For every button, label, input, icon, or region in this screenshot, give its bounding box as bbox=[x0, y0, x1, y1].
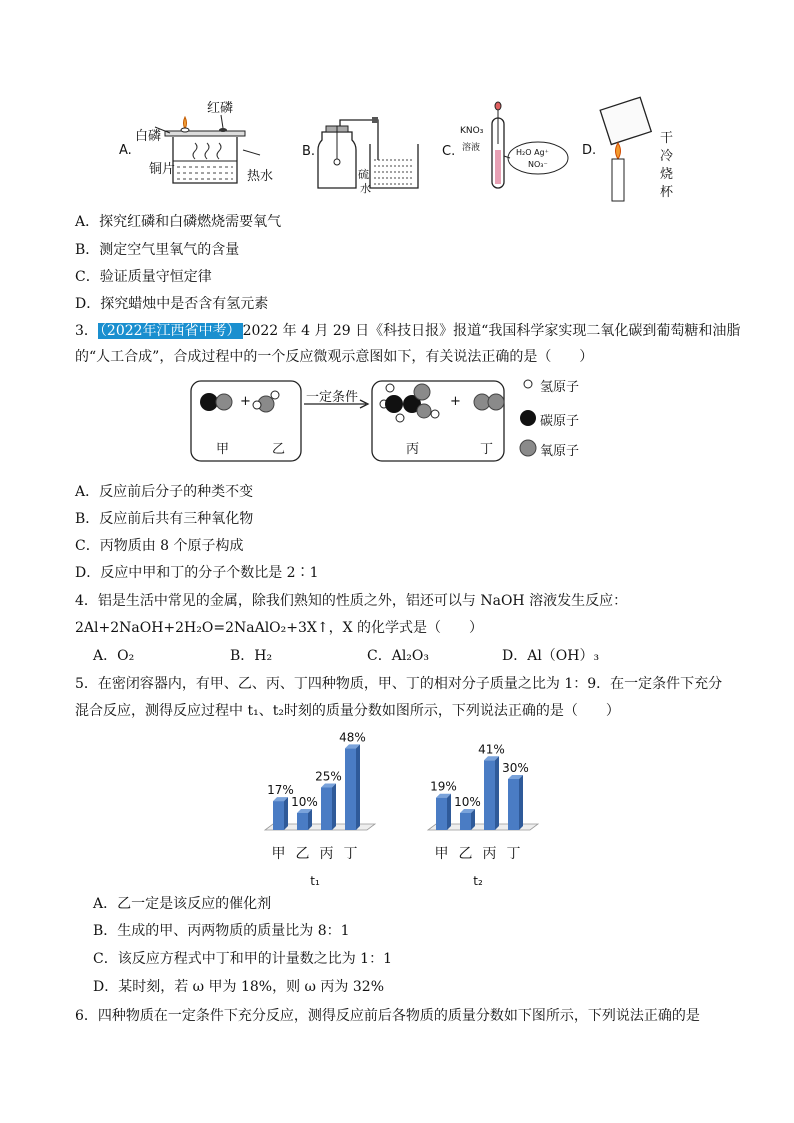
data-label: 41% bbox=[478, 742, 505, 757]
data-label: 30% bbox=[502, 761, 529, 775]
category-label: 乙 bbox=[295, 846, 310, 862]
bar-乙 bbox=[297, 813, 308, 830]
q4-stem-line-1: 4．铝是生活中常见的金属，除我们熟知的性质之外，铝还可以与 NaOH 溶液发生反应： bbox=[75, 593, 628, 609]
q6-stem-line-1: 6．四种物质在一定条件下充分反应，测得反应前后各物质的质量分数如下图所示，下列说法正确的是 bbox=[75, 1008, 700, 1024]
bar-甲 bbox=[273, 801, 284, 830]
data-label: 17% bbox=[267, 783, 294, 798]
figure-c bbox=[440, 100, 570, 195]
bar-丙 bbox=[321, 788, 332, 831]
data-label: 10% bbox=[291, 795, 318, 809]
category-label: 丁 bbox=[343, 846, 358, 862]
q4-option-a: A．O₂ bbox=[93, 648, 135, 664]
bar-side bbox=[447, 794, 451, 830]
bar-side bbox=[332, 784, 336, 831]
copper-plate-label: 铜片 bbox=[149, 162, 176, 177]
q2-option-b: B．测定空气里氧气的含量 bbox=[75, 242, 240, 258]
figure-a bbox=[115, 95, 295, 190]
q3-stem-text-1: 2022 年 4 月 29 日《科技日报》报道“我国科学家实现二氧化碳到葡萄糖和油脂 bbox=[242, 323, 741, 339]
dry-cold-beaker-char-4: 杯 bbox=[660, 185, 674, 200]
bar-丙 bbox=[484, 760, 495, 830]
plus-left: + bbox=[240, 394, 251, 409]
plus-right: + bbox=[450, 394, 461, 409]
figure-d bbox=[578, 95, 688, 205]
molecule-bing: 丙 bbox=[406, 442, 420, 457]
dry-cold-beaker-char-3: 烧 bbox=[660, 167, 674, 182]
figure-b-label: B. bbox=[302, 144, 316, 159]
category-label: 甲 bbox=[271, 846, 286, 862]
q4-option-d: D．Al（OH）₃ bbox=[502, 648, 600, 664]
bubble-line-1: H₂O Ag⁺ bbox=[516, 148, 549, 157]
category-label: 丙 bbox=[482, 846, 497, 862]
arrow-label: 一定条件 bbox=[306, 390, 359, 405]
q2-option-c: C．验证质量守恒定律 bbox=[75, 269, 212, 285]
bar-side bbox=[495, 756, 499, 830]
reaction-diagram bbox=[190, 378, 610, 464]
q4-stem-line-2: 2Al+2NaOH+2H₂O=2NaAlO₂+3X↑，X 的化学式是（ ） bbox=[75, 620, 484, 636]
red-phosphorus-label: 红磷 bbox=[207, 101, 234, 116]
q4-option-c: C．Al₂O₃ bbox=[367, 648, 430, 664]
bubble-line-2: NO₃⁻ bbox=[528, 160, 548, 169]
chart-title: t₁ bbox=[310, 874, 320, 888]
data-label: 10% bbox=[454, 795, 481, 809]
legend-hydrogen: 氢原子 bbox=[540, 380, 580, 395]
figure-c-drawing bbox=[440, 100, 570, 195]
q5-stem-line-1: 5．在密闭容器内，有甲、乙、丙、丁四种物质，甲、丁的相对分子质量之比为 1：9．在一定条件下充分 bbox=[75, 676, 723, 692]
dry-cold-beaker-char-1: 干 bbox=[660, 131, 674, 146]
solution-label: 溶液 bbox=[462, 143, 481, 153]
category-label: 丙 bbox=[319, 846, 334, 862]
bar-甲 bbox=[436, 798, 447, 830]
q3-option-d: D．反应中甲和丁的分子个数比是 2∶1 bbox=[75, 565, 319, 581]
category-label: 丁 bbox=[506, 846, 521, 862]
bar-side bbox=[356, 744, 360, 830]
q5-option-b: B．生成的甲、丙两物质的质量比为 8：1 bbox=[93, 923, 350, 939]
legend-carbon: 碳原子 bbox=[540, 414, 580, 429]
white-phosphorus-label: 白磷 bbox=[135, 129, 162, 144]
category-label: 乙 bbox=[458, 846, 473, 862]
category-label: 甲 bbox=[434, 846, 449, 862]
dry-cold-beaker-char-2: 冷 bbox=[660, 149, 674, 164]
molecule-ding: 丁 bbox=[480, 442, 494, 457]
q3-option-c: C．丙物质由 8 个原子构成 bbox=[75, 538, 244, 554]
q3-option-a: A．反应前后分子的种类不变 bbox=[75, 484, 254, 500]
bar-side bbox=[519, 775, 523, 830]
q3-number: 3． bbox=[75, 323, 98, 339]
legend-oxygen: 氧原子 bbox=[540, 444, 580, 459]
q5-option-c: C．该反应方程式中丁和甲的计量数之比为 1：1 bbox=[93, 951, 392, 967]
bar-side bbox=[284, 797, 288, 830]
figure-c-label: C. bbox=[442, 144, 456, 159]
sulfur-label: 硫 bbox=[358, 168, 369, 181]
data-label: 48% bbox=[339, 730, 366, 745]
chart-t2 bbox=[418, 725, 548, 890]
water-label: 水 bbox=[360, 182, 371, 195]
q3-option-b: B．反应前后共有三种氧化物 bbox=[75, 511, 254, 527]
molecule-jia: 甲 bbox=[216, 442, 230, 457]
figure-a-label: A. bbox=[119, 143, 132, 158]
q5-option-a: A．乙一定是该反应的催化剂 bbox=[93, 896, 272, 912]
q5-stem-line-2: 混合反应，测得反应过程中 t₁、t₂时刻的质量分数如图所示，下列说法正确的是（ ） bbox=[75, 703, 620, 719]
kno3-label: KNO₃ bbox=[460, 126, 484, 136]
data-label: 25% bbox=[315, 769, 342, 784]
q3-stem-line-2: 的“人工合成”，合成过程中的一个反应微观示意图如下，有关说法正确的是（ ） bbox=[75, 349, 594, 365]
chart-title: t₂ bbox=[473, 874, 483, 888]
q3-stem-line-1 bbox=[75, 321, 740, 341]
q2-option-a: A．探究红磷和白磷燃烧需要氧气 bbox=[75, 214, 282, 230]
q3-source-tag[interactable]: （2022年江西省中考） bbox=[99, 323, 241, 339]
bar-丁 bbox=[345, 748, 356, 830]
q4-option-b: B．H₂ bbox=[230, 648, 273, 664]
data-label: 19% bbox=[430, 779, 457, 794]
figure-d-label: D. bbox=[582, 143, 597, 158]
bar-丁 bbox=[508, 779, 519, 830]
hot-water-label: 热水 bbox=[247, 169, 274, 184]
chart-t1 bbox=[255, 725, 385, 890]
molecule-yi: 乙 bbox=[272, 442, 286, 457]
q5-option-d: D．某时刻，若 ω 甲为 18%，则 ω 丙为 32% bbox=[93, 979, 384, 995]
figure-b bbox=[300, 100, 430, 195]
q2-option-d: D．探究蜡烛中是否含有氢元素 bbox=[75, 296, 269, 312]
bar-乙 bbox=[460, 813, 471, 830]
